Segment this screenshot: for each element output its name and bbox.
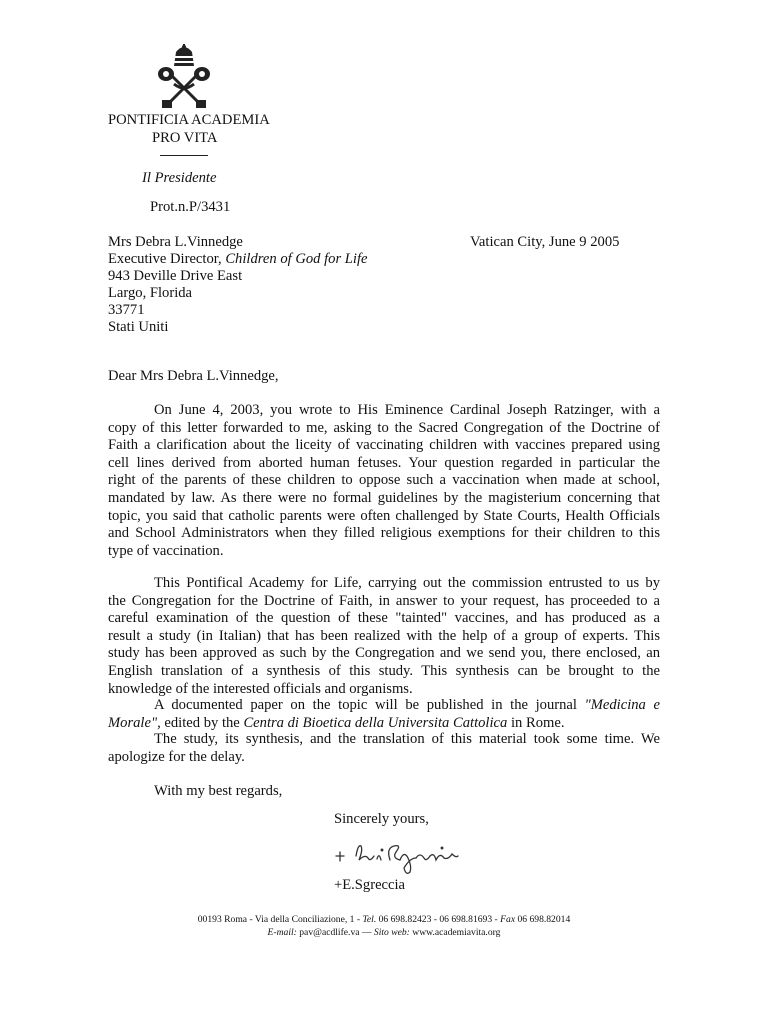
recipient-country: Stati Uniti: [108, 319, 169, 335]
paragraph-3: [108, 697, 660, 732]
protocol-number: Prot.n.P/3431: [150, 199, 231, 215]
recipient-street: 943 Deville Drive East: [108, 268, 243, 284]
recipient-zip: 33771: [108, 302, 145, 318]
p2-line: This Pontifical Academy for Life, carrying out the commission entrusted to us by: [154, 575, 660, 591]
role-title: [142, 170, 216, 188]
p2-line: study has been approved as such by the Congregation and we send you, there enclosed, an: [108, 645, 660, 662]
p3-text-c: in Rome.: [507, 714, 565, 731]
journal-name-1: "Medicina e: [584, 697, 660, 713]
recipient-city: Largo, Florida: [108, 285, 193, 301]
footer-web-line: [108, 927, 660, 939]
org-name-line1: PONTIFICIA ACADEMIA: [108, 112, 270, 128]
handwritten-signature: [330, 838, 470, 880]
p1-line: mandated by law. As there were no formal guidelines by the magisterium concerning that: [108, 489, 660, 506]
salutation: Dear Mrs Debra L.Vinnedge,: [108, 368, 279, 384]
papal-crest-icon: [152, 44, 216, 112]
p4-line-2: apologize for the delay.: [108, 748, 245, 765]
p2-line: knowledge of the interested officials and organisms.: [108, 680, 413, 697]
paragraph-2: [108, 575, 660, 698]
recipient-organization: Children of God for Life: [225, 251, 368, 267]
p1-line: and School Administrators when they filled religious exemptions for their children to this: [108, 525, 660, 542]
divider: [160, 155, 208, 156]
p1-line: type of vaccination.: [108, 542, 224, 559]
paragraph-1: [108, 402, 660, 560]
journal-name-2: Morale",: [108, 714, 161, 731]
paragraph-4: [108, 731, 660, 766]
footer-contact-line: [108, 914, 660, 926]
p4-line-1: The study, its synthesis, and the translation of this material took some time. We: [154, 731, 660, 747]
org-name-line2: PRO VITA: [152, 130, 218, 146]
p3-line-1: [108, 697, 660, 715]
place-date: Vatican City, June 9 2005: [470, 234, 620, 250]
p1-line: topic, you said that catholic parents were often challenged by State Courts, Health Officials: [108, 507, 660, 524]
centre-name: Centra di Bioetica della Universita Cattolica: [243, 714, 508, 731]
signer-name: +E.Sgreccia: [334, 877, 406, 893]
closing-regards: With my best regards,: [154, 783, 283, 799]
recipient-name: Mrs Debra L.Vinnedge: [108, 234, 243, 250]
p2-line: English translation of a synthesis of this study. This synthesis can be brought to the: [108, 662, 660, 679]
p3-line-2: [108, 715, 660, 733]
footer-tel: 06 698.82423 - 06 698.81693 -: [376, 914, 501, 925]
footer-fax: 06 698.82014: [515, 914, 571, 925]
p1-line: copy of this letter forwarded to me, asking to the Sacred Congregation of the Doctrine of: [108, 419, 660, 436]
recipient-title-prefix: Executive Director,: [108, 251, 226, 267]
role-text: Il Presidente: [142, 170, 217, 186]
footer-address: 00193 Roma - Via della Conciliazione, 1 -: [197, 914, 363, 925]
footer-email: pav@acdlife.va —: [296, 927, 374, 938]
p2-line: the Congregation for the Doctrine of Faith, in answer to your request, has proceeded to a: [108, 592, 660, 609]
footer-email-label: E-mail:: [267, 927, 297, 938]
closing-sincerely: Sincerely yours,: [334, 811, 429, 827]
footer-web-label: Sito web:: [373, 927, 410, 938]
p3-text-a: A documented paper on the topic will be published in the journal: [154, 697, 585, 713]
footer-fax-label: Fax: [500, 914, 516, 925]
footer-web: www.academiavita.org: [409, 927, 501, 938]
p1-line: Faith a clarification about the liceity of vaccinating children with vaccines prepared using: [108, 437, 660, 454]
p3-text-b: edited by the: [160, 714, 244, 731]
p2-line: result a study (in Italian) that has been realized with the help of a group of experts. This: [108, 627, 660, 644]
footer-tel-label: Tel.: [362, 914, 377, 925]
p1-line: On June 4, 2003, you wrote to His Eminence Cardinal Joseph Ratzinger, with a: [154, 402, 660, 418]
p2-line: careful examination of the question of these "tainted" vaccines, and has produced as a: [108, 610, 660, 627]
p1-line: right of the parents of these children to oppose such a vaccination when made at school,: [108, 472, 660, 489]
recipient-title: [108, 251, 368, 269]
p1-line: cell lines derived from aborted human fetuses. Your question regarded in particular the: [108, 454, 660, 471]
